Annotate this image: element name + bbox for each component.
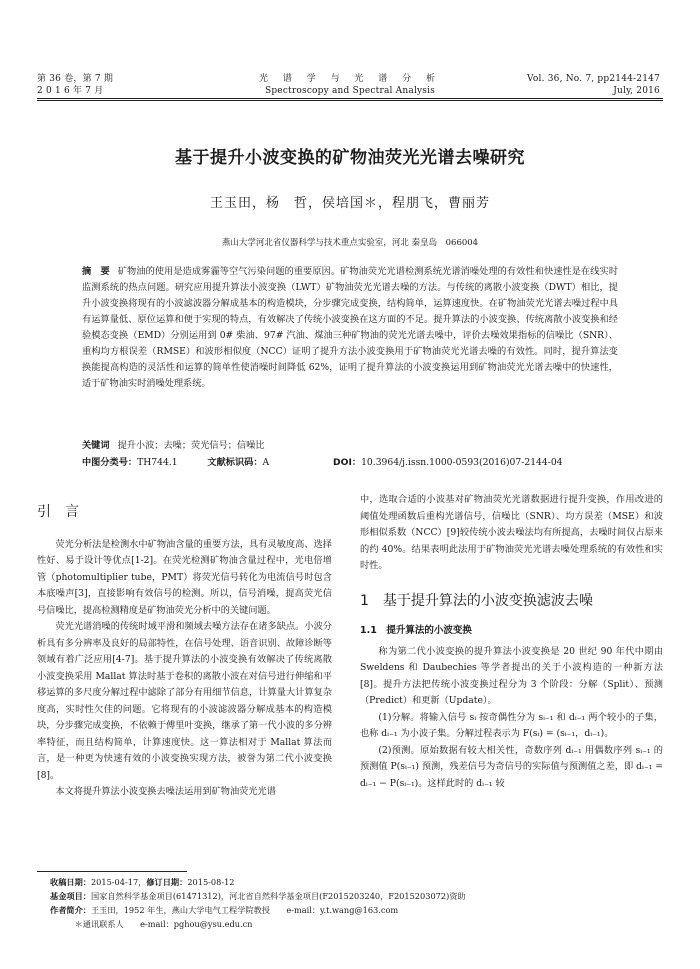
intro-paragraph-1: 荧光分析法是检测水中矿物油含量的重要方法，具有灵敏度高、选择性好、易于设计等优点[1-2]。在荧光检测矿物油含量过程中，光电倍增管（photomultiplier tube，PMT）将荧光信号转化为电流信号时包含本底噪声[3]，直接影响有效信号的检测。所以，信号消噪，提高荧光信号信噪比，提高检测精度是矿物油荧光分析中的关键问题。	[37, 538, 332, 616]
abstract-text: 矿物油的使用是造成雾霾等空气污染问题的重要原因。矿物油荧光光谱检测系统光谱消噪处理的有效性和快速性是在线实时监测系统的热点问题。研究应用提升算法小波变换（LWT）矿物油荧光光谱去噪的方法。与传统的离散小波变换（DWT）相比，提升小波变换将现有的小波滤波器分解成基本的构造模块，分步骤完成变换，结构简单，运算速度快。在矿物油荧光光谱去噪过程中具有运算量低、原位运算和便于实现的特点，有效解决了传统小波变换在这方面的不足。提升算法的小波变换、传统离散小波变换和经验模态变换（EMD）分别运用到 0# 柴油、97# 汽油、煤油三种矿物油的荧光光谱去噪中，评价去噪效果指标的信噪比（SNR）、重构均方根误差（RMSE）和波形相似度（NCC）证明了提升方法小波变换用于矿物油荧光光谱去噪的有效性。同时，提升算法变换能提高构造的灵活性和运算的简单性使消噪时间降低 62%，证明了提升算法的小波变换运用到矿物油荧光光谱去噪中的快速性，适于矿物油实时消噪处理系统。	[82, 266, 619, 389]
fund-text: 国家自然科学基金项目(61471312)，河北省自然科学基金项目(F2015203240，F2015203072)资助	[90, 891, 466, 901]
keywords	[82, 437, 618, 454]
subsection-1-1-heading: 1.1 提升算法的小波变换	[360, 625, 472, 636]
doi-value: 10.3964/j.issn.1000-0593(2016)07-2144-04	[361, 457, 563, 468]
revised-label: 修订日期：	[146, 877, 188, 887]
doi-label: DOI：	[333, 457, 362, 468]
footnote-rule	[37, 871, 187, 872]
journal-title-en: Spectroscopy and Spectral Analysis	[264, 86, 436, 96]
classification-line	[82, 454, 622, 471]
left-column	[37, 492, 332, 801]
received-date: 2015-04-17，	[90, 877, 147, 887]
dates-line	[50, 875, 660, 889]
paper-title: 基于提升小波变换的矿物油荧光光谱去噪研究	[175, 148, 525, 168]
right-paragraph-3: (1)分解。将输入信号 sᵢ 按奇偶性分为 sᵢ₋₁ 和 dᵢ₋₁ 两个较小的子集，也称 dᵢ₋₁ 为小波子集。分解过程表示为 F(sᵢ) = (sᵢ₋₁，dᵢ₋₁)。	[360, 711, 663, 739]
publication-date-en: July, 2016	[613, 86, 660, 96]
keywords-text: 提升小波；去噪；荧光信号；信噪比	[117, 440, 265, 451]
doc-code-label: 文献标识码：	[207, 457, 263, 468]
clc-label: 中图分类号：	[82, 457, 138, 468]
journal-volume-info-en	[527, 73, 660, 97]
received-label: 收稿日期：	[50, 877, 91, 887]
author-bio-line	[50, 903, 660, 917]
corresponding-author-line: ＊通讯联系人 e-mail：pghou@ysu.edu.cn	[74, 919, 253, 929]
volume-issue: 第 36 卷，第 7 期	[37, 74, 114, 84]
author-bio-text: 王玉田，1952 年生，燕山大学电气工程学院教授 e-mail：y.t.wang@163.com	[90, 905, 399, 915]
fund-label: 基金项目：	[50, 891, 91, 901]
right-paragraph-2: 称为第二代小波变换的提升算法小波变换是 20 世纪 90 年代中期由 Sweldens 和 Daubechies 等学者提出的关于小波构造的一种新方法[8]。提升方法把传统小波变换过程分为 3 个阶段：分解（Split）、预测（Predict）和更新（Update）。	[360, 645, 663, 706]
doc-code-value: A	[262, 457, 270, 468]
intro-paragraph-3: 本文将提升算法小波变换去噪法运用到矿物油荧光光谱	[55, 786, 276, 797]
keywords-label: 关键词	[82, 440, 110, 451]
right-column	[360, 492, 663, 792]
intro-paragraph-2: 荧光光谱消噪的传统时域平滑和频域去噪方法存在诸多缺点。小波分析具有多分辨率及良好的局部特性，在信号处理、语音识别、故障诊断等领域有着广泛应用[4-7]。基于提升算法的小波变换有效解决了传统离散小波变换采用 Mallat 算法时基于卷积的离散小波在对信号进行伸缩和平移运算的多尺度分解过程中滤除了部分有用细节信息，计算量大计算复杂度高，实时性欠佳的问题。它将现有的小波滤波器分解成基本的构造模块，分步骤完成变换，不依赖于傅里叶变换，继承了第一代小波的多分辨率特征，而且结构简单，计算速度快。这一算法相对于 Mallat 算法而言，是一种更为快速有效的小波变换实现方法，被誉为第二代小波变换[8]。	[37, 621, 332, 781]
right-paragraph-4: (2)预测。原始数据有较大相关性，奇数序列 dᵢ₋₁ 用偶数序列 sᵢ₋₁ 的预测值 P(sᵢ₋₁) 预测，残差信号为奇信号的实际值与预测值之差，即 dᵢ₋₁ = dᵢ₋₁ − P(sᵢ₋₁)。这样此时的 dᵢ₋₁ 较	[360, 744, 663, 789]
header-rule-top	[37, 98, 663, 99]
introduction-heading: 引 言	[37, 504, 79, 520]
section-1-heading: 1 基于提升算法的小波变换滤波去噪	[360, 592, 593, 609]
author-list: 王玉田，杨 哲，侯培国＊，程朋飞，曹丽芳	[209, 196, 490, 211]
publication-date: 2 0 1 6 年 7 月	[37, 86, 104, 96]
fund-line	[50, 889, 660, 903]
author-bio-label: 作者简介：	[50, 905, 91, 915]
clc-value: TH744.1	[137, 457, 178, 468]
header-rule-bottom	[37, 100, 663, 101]
footnotes	[50, 875, 660, 931]
volume-pages-en: Vol. 36, No. 7, pp2144-2147	[527, 74, 660, 84]
abstract	[82, 264, 618, 392]
right-paragraph-1: 中，选取合适的小波基对矿物油荧光光谱数据进行提升变换，作用改进的阈值处理函数后重构光谱信号，信噪比（SNR）、均方误差（MSE）和波形相似系数（NCC）[9]较传统小波去噪法均有所提高，去噪时间仅占原来的约 40%。结果表明此法用于矿物油荧光光谱去噪处理系统的有效性和实时性。	[360, 494, 663, 571]
abstract-label: 摘 要	[82, 266, 110, 277]
journal-title-cn: 光 谱 学 与 光 谱 分 析	[258, 74, 442, 84]
revised-date: 2015-08-12	[187, 877, 235, 887]
affiliation: 燕山大学河北省仪器科学与技术重点实验室，河北 秦皇岛 066004	[221, 238, 479, 248]
